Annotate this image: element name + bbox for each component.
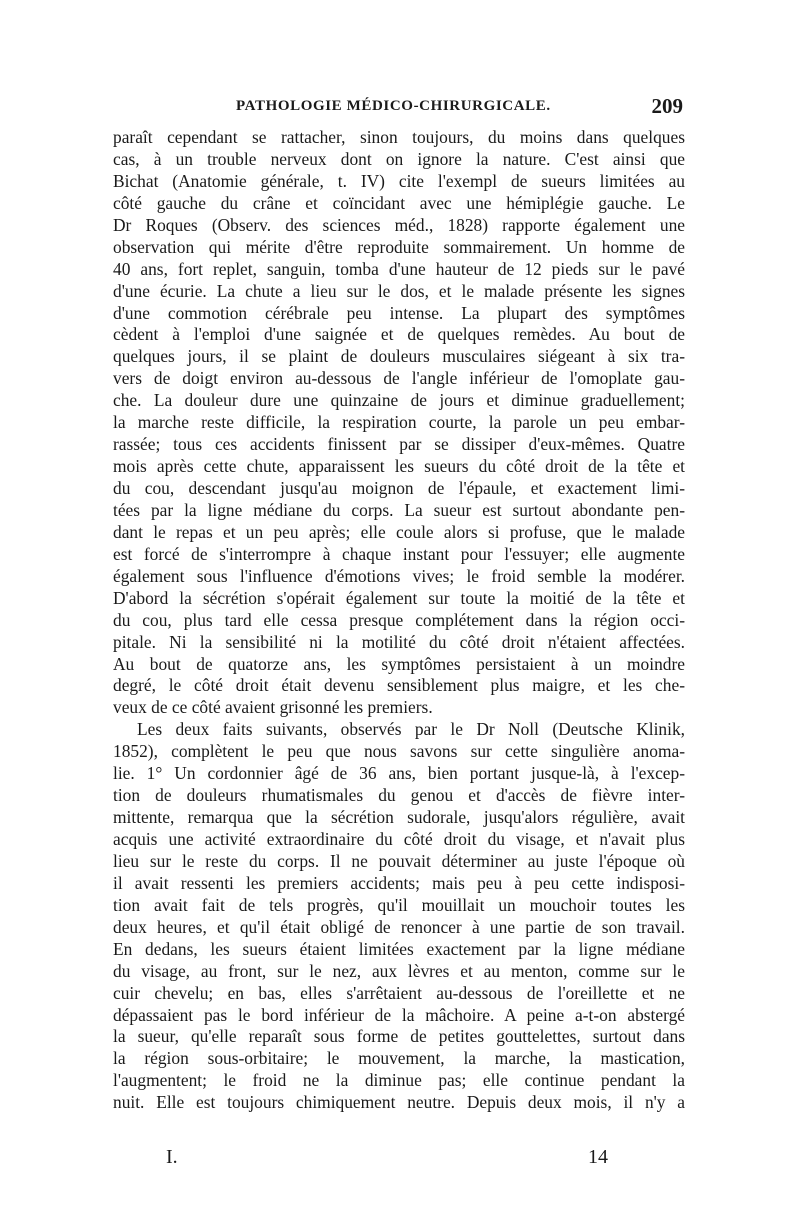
- text-line: quelques jours, il se plaint de douleurs musculaires siégeant à six tra-: [113, 346, 685, 367]
- text-line: acquis une activité extraordinaire du côté droit du visage, et n'avait plus: [113, 829, 685, 849]
- text-line: du cou, descendant jusqu'au moignon de l'épaule, et exactement limi-: [113, 478, 685, 498]
- text-line: cas, à un trouble nerveux dont on ignore la nature. C'est ainsi que: [113, 148, 685, 169]
- text-line: d'une commotion cérébrale peu intense. La plupart des symptômes: [113, 302, 685, 323]
- text-line: observation qui mérite d'être reproduite sommairement. Un homme de: [113, 236, 685, 257]
- text-line: mois après cette chute, apparaissent les sueurs du côté droit de la tête et: [113, 456, 685, 477]
- text-line: nuit. Elle est toujours chimiquement neutre. Depuis deux mois, il n'y a: [113, 1092, 685, 1113]
- text-line: tées par la ligne médiane du corps. La sueur est surtout abondante pen-: [113, 499, 685, 520]
- page-footer: [118, 1146, 608, 1174]
- text-line: rassée; tous ces accidents finissent par se dissiper d'eux-mêmes. Quatre: [113, 434, 685, 455]
- text-line: degré, le côté droit était devenu sensiblement plus maigre, et les che-: [113, 675, 685, 696]
- running-title: PATHOLOGIE MÉDICO-CHIRURGICALE.: [236, 98, 551, 114]
- text-line: l'augmentent; le froid ne la diminue pas; elle continue pendant la: [113, 1070, 685, 1091]
- text-line: che. La douleur dure une quinzaine de jours et diminue graduellement;: [113, 390, 685, 411]
- text-line: il avait ressenti les premiers accidents; mais peu à peu cette indisposi-: [113, 872, 685, 893]
- text-line: D'abord la sécrétion s'opérait également sur toute la moitié de la tête et: [113, 587, 685, 608]
- page-number: 209: [651, 94, 683, 118]
- text-line: Bichat (Anatomie générale, t. IV) cite l'exempl de sueurs limitées au: [113, 170, 685, 191]
- text-line: pitale. Ni la sensibilité ni la motilité du côté droit n'étaient affectées.: [113, 631, 685, 652]
- text-line: paraît cependant se rattacher, sinon toujours, du moins dans quelques: [113, 127, 685, 147]
- text-line: Dr Roques (Observ. des sciences méd., 1828) rapporte également une: [113, 214, 685, 235]
- text-line: dant le repas et un peu après; elle coule alors si profuse, que le malade: [113, 521, 685, 542]
- text-line: du visage, au front, sur le nez, aux lèvres et au menton, comme sur le: [113, 960, 685, 981]
- text-line: du cou, plus tard elle cessa presque complétement dans la région occi-: [113, 609, 685, 630]
- text-line: la marche reste difficile, la respiration courte, la parole un peu embar-: [113, 412, 685, 433]
- paragraph-end-line: veux de ce côté avaient grisonné les premiers.: [113, 697, 433, 718]
- signature-mark-right: 14: [588, 1146, 608, 1168]
- text-line: lieu sur le reste du corps. Il ne pouvait déterminer au juste l'époque où: [113, 850, 685, 871]
- text-line: côté gauche du crâne et coïncidant avec une hémiplégie gauche. Le: [113, 192, 685, 213]
- text-line: 40 ans, fort replet, sanguin, tomba d'une hauteur de 12 pieds sur le pavé: [113, 258, 685, 279]
- page-header: [118, 94, 683, 124]
- text-line: mittente, remarqua que la sécrétion sudorale, jusqu'alors régulière, avait: [113, 807, 685, 828]
- text-line: vers de doigt environ au-dessous de l'angle inférieur de l'omoplate gau-: [113, 368, 685, 389]
- text-line: lie. 1° Un cordonnier âgé de 36 ans, bien portant jusque-là, à l'excep-: [113, 763, 685, 784]
- text-line: deux heures, et qu'il était obligé de renoncer à une partie de son travail.: [113, 916, 685, 937]
- text-line: cuir chevelu; en bas, elles s'arrêtaient au-dessous de l'oreillette et ne: [113, 982, 685, 1003]
- text-line: tion avait fait de tels progrès, qu'il mouillait un mouchoir toutes les: [113, 894, 685, 915]
- signature-mark-left: I.: [166, 1146, 178, 1168]
- text-line: dépassaient pas le bord inférieur de la mâchoire. A peine a-t-on abstergé: [113, 1004, 685, 1025]
- text-line: En dedans, les sueurs étaient limitées exactement par la ligne médiane: [113, 938, 685, 959]
- text-line: la région sous-orbitaire; le mouvement, la marche, la mastication,: [113, 1048, 685, 1069]
- text-line: tion de douleurs rhumatismales du genou et d'accès de fièvre inter-: [113, 785, 685, 806]
- text-line: est forcé de s'interrompre à chaque instant pour l'essuyer; elle augmente: [113, 543, 685, 564]
- text-line: d'une écurie. La chute a lieu sur le dos, et le malade présente les signes: [113, 280, 685, 301]
- text-line: également sous l'influence d'émotions vives; le froid semble la modérer.: [113, 565, 685, 586]
- paragraph-start-line: Les deux faits suivants, observés par le Dr Noll (Deutsche Klinik,: [137, 719, 685, 740]
- body-text: [113, 127, 685, 1114]
- text-line: 1852), complètent le peu que nous savons sur cette singulière anoma-: [113, 741, 685, 762]
- text-line: Au bout de quatorze ans, les symptômes persistaient à un moindre: [113, 653, 685, 674]
- text-line: la sueur, qu'elle reparaît sous forme de petites gouttelettes, surtout dans: [113, 1026, 685, 1047]
- text-line: cèdent à l'emploi d'une saignée et de quelques remèdes. Au bout de: [113, 324, 685, 345]
